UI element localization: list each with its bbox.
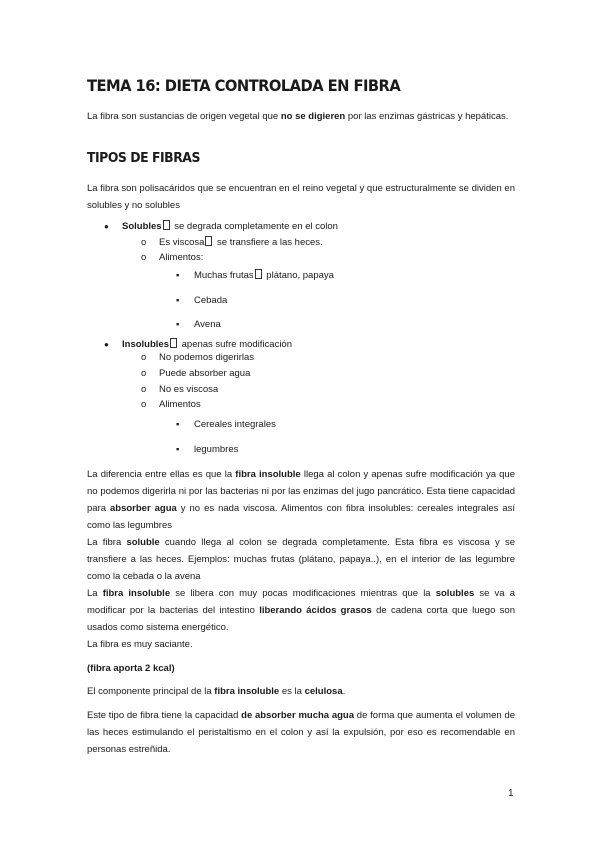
section-title: TIPOS DE FIBRAS [87, 150, 200, 166]
list-item-food: legumbres [194, 444, 239, 455]
missing-glyph-icon [163, 220, 170, 230]
paragraph-saciante: La fibra es muy saciante. [87, 639, 193, 650]
sub-bullet-icon: o [141, 384, 147, 395]
bullet-icon: ● [104, 222, 109, 231]
paragraph-insoluble: La fibra insoluble se libera con muy pocas modificaciones mientras que la solubles se va a modificar por la bacterias del intestino liberando ácidos grasos de cadena corta que luego son usados como sistema energético. [87, 588, 515, 633]
list-item-food: Muchas frutas plátano, papaya [194, 270, 334, 281]
missing-glyph-icon [205, 236, 212, 246]
paragraph-celulosa: El componente principal de la fibra insoluble es la celulosa. [87, 686, 346, 697]
paragraph-absorber: Este tipo de fibra tiene la capacidad de absorber mucha agua de forma que aumenta el volumen de las heces estimulando el peristaltismo en el colon y así la expulsión, por eso es recomendable en personas estreñida. [87, 710, 516, 755]
list-item-food: Cebada [194, 295, 228, 306]
missing-glyph-icon [170, 338, 177, 348]
list-item-solubles: Solubles se degrada completamente en el colon [122, 221, 338, 232]
list-item-food: Cereales integrales [194, 419, 276, 430]
types-intro-paragraph: La fibra son polisacáridos que se encuentran en el reino vegetal y que estructuralmente se dividen en solubles y no solubles [87, 183, 515, 211]
list-item-sub: Alimentos: [159, 252, 204, 263]
sub-bullet-icon: o [141, 237, 147, 248]
square-bullet-icon: ▪ [176, 270, 180, 281]
square-bullet-icon: ▪ [176, 444, 180, 455]
list-item-sub: No es viscosa [159, 384, 219, 395]
square-bullet-icon: ▪ [176, 319, 180, 330]
page-title: TEMA 16: DIETA CONTROLADA EN FIBRA [87, 76, 401, 95]
sub-bullet-icon: o [141, 399, 147, 410]
list-item-sub: Alimentos [159, 399, 201, 410]
missing-glyph-icon [255, 269, 262, 279]
bullet-icon: ● [104, 340, 109, 349]
list-item-sub: Es viscosa se transfiere a las heces. [159, 237, 323, 248]
list-item-food: Avena [194, 319, 221, 330]
paragraph-kcal: (fibra aporta 2 kcal) [87, 663, 175, 674]
page-number: 1 [508, 788, 514, 799]
paragraph-difference: La diferencia entre ellas es que la fibra insoluble llega al colon y apenas sufre modificación ya que no podemos digerirla ni por las bacterias ni por las enzimas del jugo pancrático. Esta tiene capacidad para absorber agua y no es nada viscosa. Alimentos con fibra insolubles: cereales integrales así como las legumbres [87, 469, 516, 531]
paragraph-soluble: La fibra soluble cuando llega al colon se degrada completamente. Esta fibra es viscosa y se transfiere a las heces. Ejemplos: muchas frutas (plátano, papaya..), en el interior de las legumbre como la cebada o la avena [87, 537, 515, 582]
list-item-sub: No podemos digerirlas [159, 352, 255, 363]
sub-bullet-icon: o [141, 368, 147, 379]
square-bullet-icon: ▪ [176, 295, 180, 306]
sub-bullet-icon: o [141, 352, 147, 363]
sub-bullet-icon: o [141, 252, 147, 263]
list-item-insolubles: Insolubles apenas sufre modificación [122, 339, 292, 350]
square-bullet-icon: ▪ [176, 419, 180, 430]
list-item-sub: Puede absorber agua [159, 368, 251, 379]
intro-paragraph: La fibra son sustancias de origen vegetal que no se digieren por las enzimas gástricas y hepáticas. [87, 111, 509, 122]
